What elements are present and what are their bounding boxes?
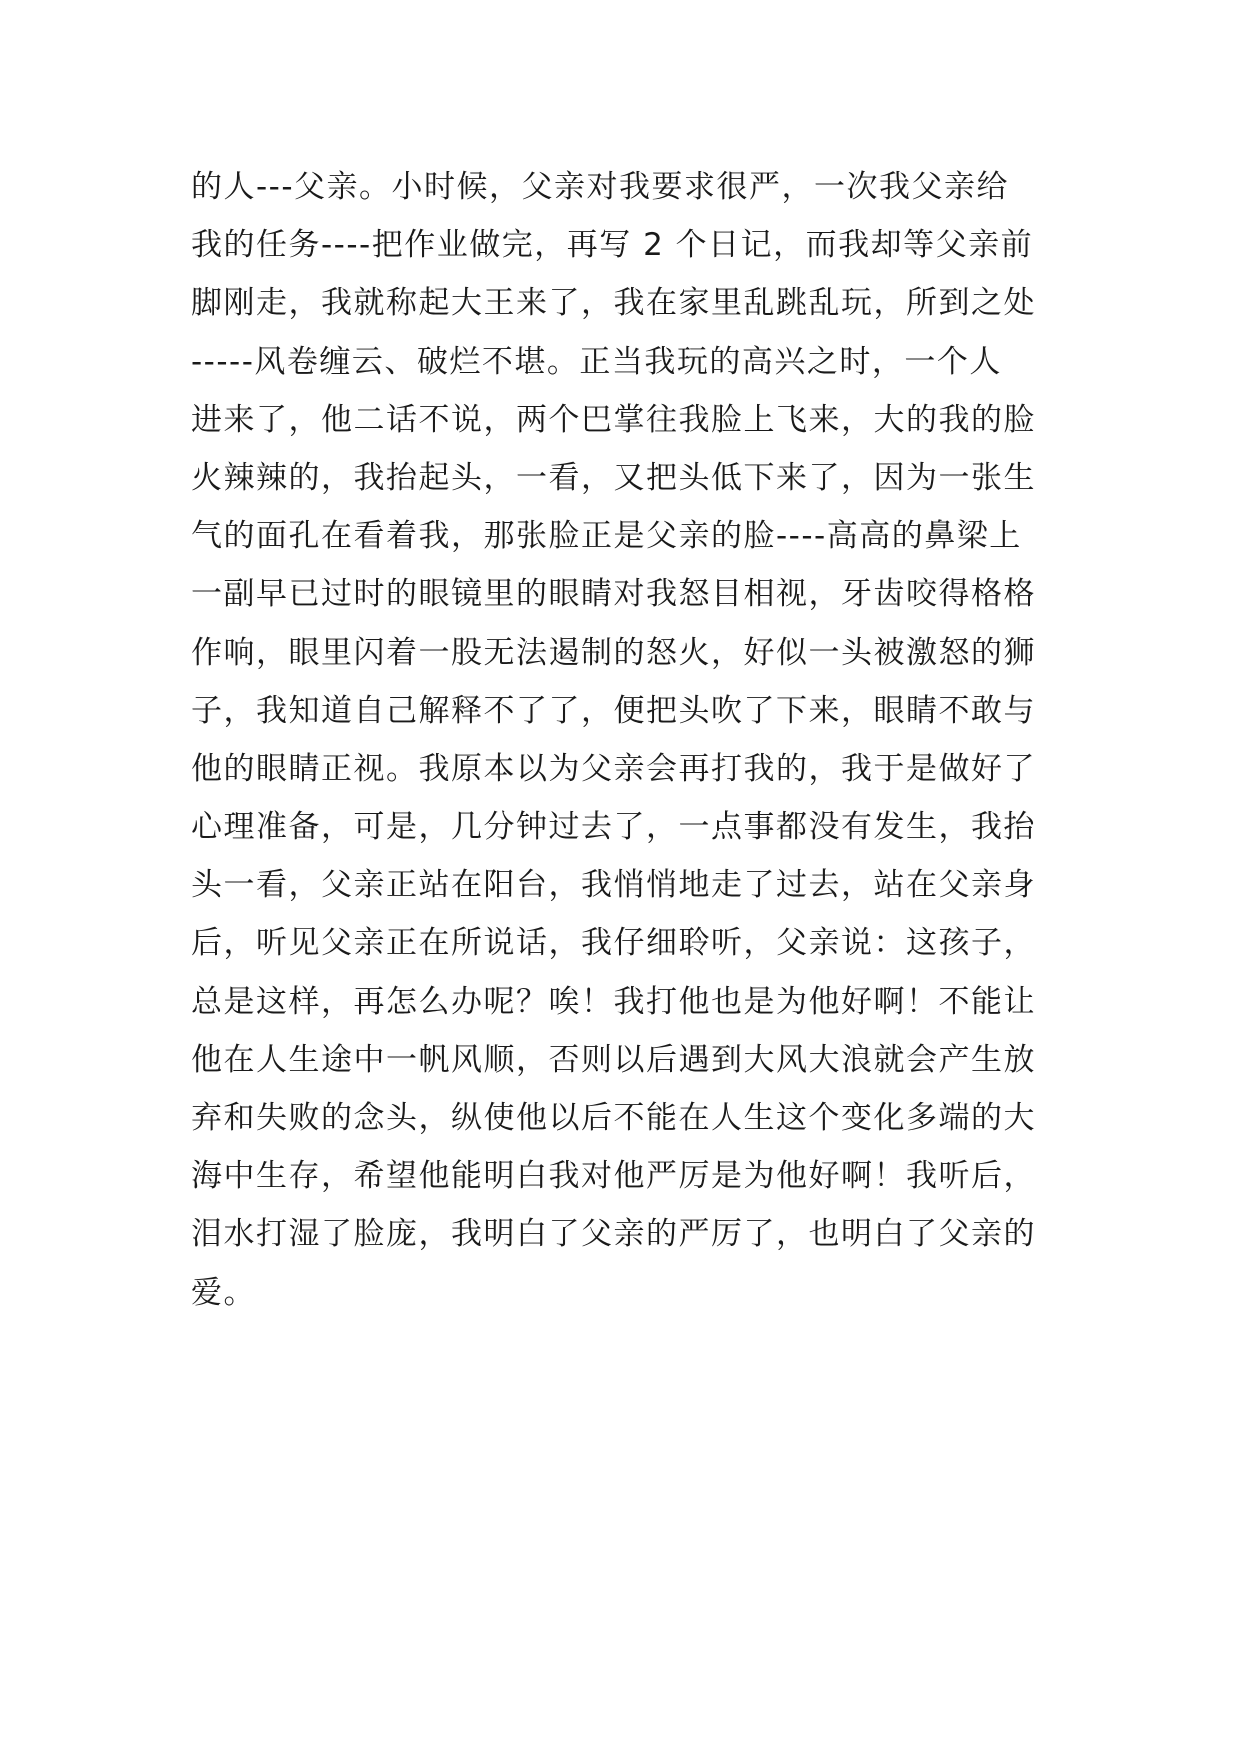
- text-line: 海中生存，希望他能明白我对他严厉是为他好啊！我听后，: [191, 1158, 1036, 1195]
- text-line: -----风卷缠云、破烂不堪。正当我玩的高兴之时，一个人: [191, 343, 1002, 380]
- text-line: 进来了，他二话不说，两个巴掌往我脸上飞来，大的我的脸: [191, 401, 1036, 438]
- text-line: 他的眼睛正视。我原本以为父亲会再打我的，我于是做好了: [191, 750, 1036, 787]
- text-line: 一副早已过时的眼镜里的眼睛对我怒目相视，牙齿咬得格格: [191, 576, 1036, 613]
- text-line: 弃和失败的念头，纵使他以后不能在人生这个变化多端的大: [191, 1100, 1036, 1136]
- text-line: 我的任务----把作业做完，再写 2 个日记，而我却等父亲前: [191, 227, 1034, 264]
- text-line: 作响，眼里闪着一股无法遏制的怒火，好似一头被激怒的狮: [191, 634, 1036, 671]
- text-line: 爱。: [191, 1274, 256, 1311]
- text-line: 气的面孔在看着我，那张脸正是父亲的脸----高高的鼻梁上: [191, 518, 1022, 555]
- text-line: 头一看，父亲正站在阳台，我悄悄地走了过去，站在父亲身: [191, 867, 1036, 904]
- text-line: 的人---父亲。小时候，父亲对我要求很严，一次我父亲给: [191, 169, 1010, 205]
- text-line: 泪水打湿了脸庞，我明白了父亲的严厉了，也明白了父亲的: [191, 1216, 1036, 1253]
- text-line: 他在人生途中一帆风顺，否则以后遇到大风大浪就会产生放: [191, 1041, 1036, 1078]
- text-line: 总是这样，再怎么办呢？唉！我打他也是为他好啊！不能让: [191, 983, 1036, 1020]
- text-line: 子，我知道自己解释不了了，便把头吹了下来，眼睛不敢与: [191, 692, 1036, 729]
- text-line: 心理准备，可是，几分钟过去了，一点事都没有发生，我抬: [191, 809, 1036, 846]
- text-line: 火辣辣的，我抬起头，一看，又把头低下来了，因为一张生: [191, 459, 1036, 496]
- text-line: 脚刚走，我就称起大王来了，我在家里乱跳乱玩，所到之处: [191, 285, 1036, 322]
- text-line: 后，听见父亲正在所说话，我仔细聆听，父亲说：这孩子，: [191, 925, 1036, 962]
- body-text: [191, 158, 1091, 1322]
